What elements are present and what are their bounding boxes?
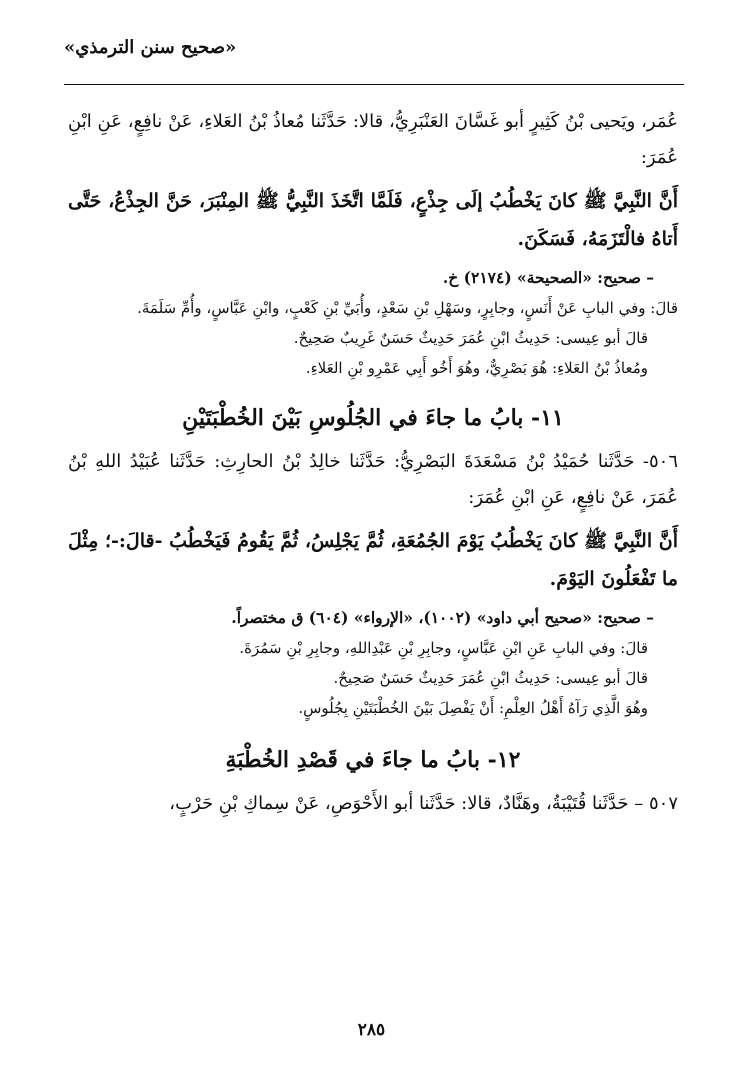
isnad-paragraph: عُمَر، ويَحيى بْنُ كَثِيرٍ أبو غَسَّانَ العَنْبَرِيُّ، قالا: حَدَّثَنا مُعاذُ بْنُ العَلاءِ، عَنْ نافِعٍ، عَنِ ابْنِ عُمَرَ:: [68, 111, 678, 168]
chapter-heading: ١١- بابُ ما جاءَ في الجُلُوسِ بَيْنَ الخُطْبَتَيْنِ: [182, 405, 564, 431]
tirmidhi-note: قالَ أبو عِيسى: حَدِيثُ ابْنِ عُمَرَ حَدِيثٌ حَسَنٌ صَحِيحٌ.: [333, 669, 648, 687]
running-title: [64, 36, 684, 60]
hadith-text: أَنَّ النَّبِيَّ ﷺ كانَ يَخْطُبُ إلَى جِذْعٍ، فَلَمَّا اتَّخَذَ النَّبِيُّ ﷺ المِنْبَرَ، حَنَّ الجِذْعُ، حَتَّى أَتاهُ فالْتَزَمَهُ، فَسَكَنَ.: [68, 190, 678, 250]
header-divider: [64, 84, 684, 85]
tirmidhi-note: قالَ أبو عِيسى: حَدِيثُ ابْنِ عُمَرَ حَدِيثٌ حَسَنٌ غَرِيبٌ صَحِيحٌ.: [293, 329, 648, 347]
chapter-heading: ١٢- بابُ ما جاءَ في قَصْدِ الخُطْبَةِ: [225, 747, 521, 773]
page-number: ٢٨٥: [357, 1020, 386, 1040]
running-title-text: «صحيح سنن الترمذي»: [64, 37, 237, 58]
hadith-grade: – صحيح: «صحيح أبي داود» (١٠٠٢)، «الإرواء» (٦٠٤) ق مختصراً.: [231, 608, 654, 627]
tirmidhi-note: قالَ: وفي البابِ عَنِ ابْنِ عَبَّاسٍ، وجابِرِ بْنِ عَبْدِاللهِ، وجابِرِ بْنِ سَمُرَةَ.: [239, 639, 648, 657]
tirmidhi-note: قالَ: وفي البابِ عَنْ أَنَسٍ، وجابِرٍ، وسَهْلِ بْنِ سَعْدٍ، وأُبَيِّ بْنِ كَعْبٍ، وابْنِ عَبَّاسٍ، وأُمِّ سَلَمَةَ.: [137, 299, 678, 317]
page-body: [68, 104, 678, 822]
tirmidhi-note: ومُعاذُ بْنُ العَلاءِ: هُوَ بَصْرِيٌّ، وهُوَ أَخُو أَبِي عَمْرِو بْنِ العَلاءِ.: [305, 359, 648, 377]
tirmidhi-note: وهُوَ الَّذِي رَآهُ أَهْلُ العِلْمِ: أَنْ يَفْصِلَ بَيْنَ الخُطْبَتَيْنِ بِجُلُوسٍ.: [298, 699, 648, 717]
hadith-text: أَنَّ النَّبِيَّ ﷺ كانَ يَخْطُبُ يَوْمَ الجُمُعَةِ، ثُمَّ يَجْلِسُ، ثُمَّ يَقُومُ فَيَخْطُبُ -قالَ:-؛ مِثْلَ ما تَفْعَلُونَ اليَوْمَ.: [68, 530, 678, 590]
hadith-grade: – صحيح: «الصحيحة» (٢١٧٤) خ.: [442, 268, 654, 287]
isnad-paragraph: ٥٠٦- حَدَّثَنا حُمَيْدُ بْنُ مَسْعَدَةَ البَصْرِيُّ: حَدَّثَنا خالِدُ بْنُ الحارِثِ: حَدَّثَنا عُبَيْدُ اللهِ بْنُ عُمَرَ، عَنْ نافِعٍ، عَنِ ابْنِ عُمَرَ:: [68, 451, 678, 508]
isnad-paragraph: ٥٠٧ – حَدَّثَنا قُتَيْبَةُ، وهَنَّادٌ، قالا: حَدَّثَنا أبو الأَحْوَصِ، عَنْ سِماكِ بْنِ حَرْبٍ،: [169, 793, 678, 814]
